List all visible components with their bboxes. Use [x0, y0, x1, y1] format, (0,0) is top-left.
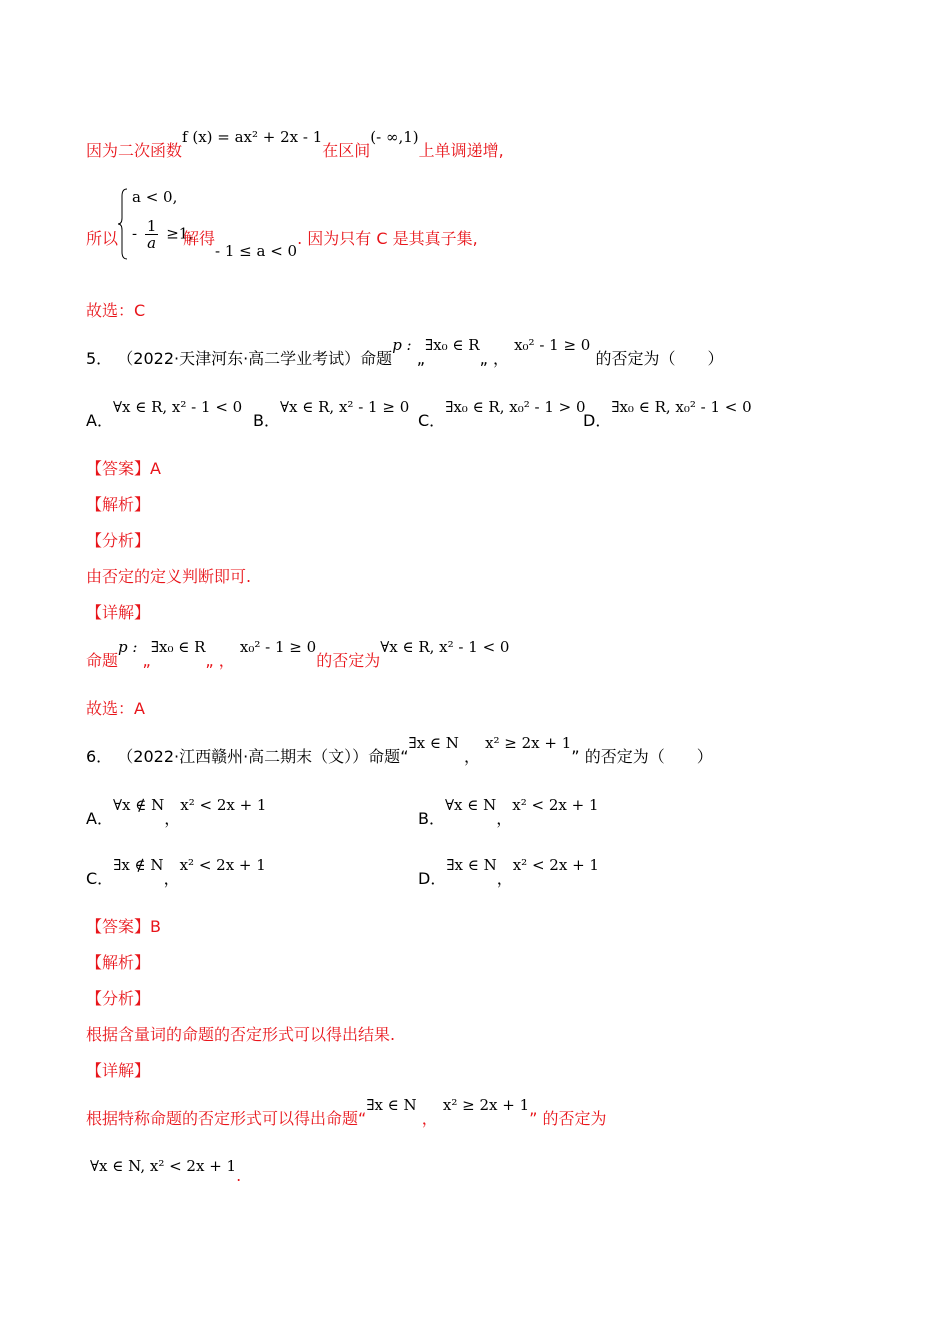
left-brace-icon [118, 188, 128, 260]
prev-solution-line-2-rest [183, 226, 478, 260]
q6-detail-heading: 【详解】 [86, 1061, 151, 1080]
q5-option-c-label: C． [418, 411, 446, 430]
fraction-denominator: a [147, 234, 157, 252]
q6-final-dot: . [236, 1166, 242, 1185]
q6-option-a-expr: x² < 2x + 1 [180, 796, 267, 814]
prev-l2-text-b: 解得 [183, 229, 216, 248]
q5-detail-a: 命题 [86, 651, 119, 670]
q5-quote-mid: „ [479, 349, 488, 368]
q5-detail-line [86, 638, 510, 671]
q6-option-b[interactable] [418, 796, 599, 829]
q6-detail-prop-1: ∃x ∈ N [366, 1096, 417, 1114]
prev-l1-function: f (x) = ax² + 2x - 1 [182, 128, 323, 146]
q5-option-d[interactable] [583, 398, 752, 431]
fraction-numerator: 1 [146, 217, 157, 235]
q6-prop-1: ∃x ∈ N [408, 734, 459, 752]
q6-fenxi-heading: 【分析】 [86, 989, 151, 1008]
q6-option-b-expr: x² < 2x + 1 [512, 796, 599, 814]
q6-prop-2: x² ≥ 2x + 1 [485, 734, 572, 752]
q6-option-d-label: D． [418, 869, 447, 888]
q5-option-a-expr: ∀x ∈ R, x² - 1 < 0 [112, 398, 243, 416]
prev-l1-text-b: 在区间 [322, 141, 371, 160]
q6-option-b-quant: ∀x ∈ N [444, 796, 497, 814]
q5-quote-open: „ [416, 349, 426, 368]
q6-option-c-label: C． [86, 869, 114, 888]
q6-stem-a: （2022·江西赣州·高二期末（文））命题 [117, 747, 401, 766]
q6-option-d-sep: ， [496, 869, 513, 888]
q6-option-a-sep: ， [164, 809, 181, 828]
prev-solution-line-1 [86, 128, 504, 161]
q6-final-expr: ∀x ∈ N, x² < 2x + 1 [90, 1157, 237, 1175]
q5-comma: ， [492, 349, 509, 368]
q6-quote-close: ” [571, 747, 580, 766]
prev-l1-text-a: 因为二次函数 [86, 141, 183, 160]
inequality-system [118, 188, 218, 260]
q6-option-c-quant: ∃x ∉ N [113, 856, 164, 874]
fraction-one-over-a [145, 218, 159, 251]
q5-fenxi-text: 由否定的定义判断即可. [86, 567, 252, 586]
q5-option-d-label: D． [583, 411, 612, 430]
q6-option-d-quant: ∃x ∈ N [446, 856, 497, 874]
q5-detail-quote-2: „ [205, 651, 214, 670]
q5-detail-b: 的否定为 [316, 651, 381, 670]
q6-detail-b: 的否定为 [542, 1109, 607, 1128]
system-row-2-minus: - [132, 224, 138, 243]
q5-detail-heading: 【详解】 [86, 603, 151, 622]
q6-option-c-sep: ， [163, 869, 180, 888]
q5-number: 5． [86, 349, 113, 368]
q5-option-a[interactable] [86, 398, 243, 431]
q5-detail-prop-1: ∃x₀ ∈ R [150, 638, 206, 656]
q5-detail-comma: ， [218, 651, 235, 670]
q6-option-d-expr: x² < 2x + 1 [512, 856, 599, 874]
q6-detail-prop-2: x² ≥ 2x + 1 [442, 1096, 530, 1114]
system-row-2-ineq: ≥1, [166, 224, 194, 243]
q5-option-c[interactable] [418, 398, 586, 431]
q6-detail-a: 根据特称命题的否定形式可以得出命题 [86, 1109, 359, 1128]
prev-l1-interval: (- ∞,1) [370, 128, 419, 146]
q6-quote-open: “ [400, 747, 409, 766]
q6-detail-line [86, 1096, 607, 1129]
q5-stem-a: （2022·天津河东·高二学业考试）命题 [117, 349, 393, 368]
q5-stem [86, 336, 724, 369]
q5-option-b-label: B． [253, 411, 280, 430]
q6-analysis-heading: 【解析】 [86, 953, 151, 972]
prev-final-choice: 故选：C [86, 301, 146, 320]
q5-detail-prop-2: x₀² - 1 ≥ 0 [239, 638, 317, 656]
q5-option-b-expr: ∀x ∈ R, x² - 1 ≥ 0 [279, 398, 410, 416]
q6-option-a-quant: ∀x ∉ N [112, 796, 165, 814]
q6-final-line [90, 1156, 242, 1185]
q6-detail-quote-2: ” [529, 1109, 538, 1128]
q6-detail-quote: “ [358, 1109, 367, 1128]
q5-p-label: p : [392, 336, 412, 354]
prev-l2-text-c: . 因为只有 C 是其真子集, [297, 229, 478, 248]
q6-option-a[interactable] [86, 796, 267, 829]
prev-solution-line-2-label [86, 226, 118, 249]
prev-l2-range: - 1 ≤ a < 0 [215, 242, 298, 260]
system-row-1: a < 0, [132, 188, 178, 206]
q5-prop-1: ∃x₀ ∈ R [425, 336, 480, 354]
prev-l1-text-c: 上单调递增, [418, 141, 504, 160]
q6-comma: ， [463, 747, 480, 766]
q5-analysis-heading: 【解析】 [86, 495, 151, 514]
q5-detail-p: p : [118, 638, 138, 656]
q6-option-c[interactable] [86, 856, 266, 889]
q5-option-a-label: A． [86, 411, 113, 430]
q5-stem-b: 的否定为（ ） [595, 349, 724, 368]
q5-final-choice: 故选：A [86, 699, 145, 718]
q6-stem-b: 的否定为（ ） [584, 747, 713, 766]
q6-stem [86, 734, 713, 767]
q5-option-b[interactable] [253, 398, 410, 431]
q6-number: 6． [86, 747, 113, 766]
q6-option-b-label: B． [418, 809, 445, 828]
q6-fenxi-text: 根据含量词的命题的否定形式可以得出结果. [86, 1025, 396, 1044]
q6-detail-comma: ， [421, 1109, 438, 1128]
q6-option-b-sep: ， [496, 809, 513, 828]
prev-l2-text-a: 所以 [86, 229, 119, 248]
q6-option-c-expr: x² < 2x + 1 [179, 856, 266, 874]
q5-answer: 【答案】A [86, 459, 161, 478]
q5-detail-quote: „ [142, 651, 151, 670]
q6-option-d[interactable] [418, 856, 599, 889]
q6-option-a-label: A． [86, 809, 113, 828]
q5-fenxi-heading: 【分析】 [86, 531, 151, 550]
q6-answer: 【答案】B [86, 917, 161, 936]
q5-prop-2: x₀² - 1 ≥ 0 [514, 336, 591, 354]
q5-option-d-expr: ∃x₀ ∈ R, x₀² - 1 < 0 [611, 398, 752, 416]
q5-detail-negation: ∀x ∈ R, x² - 1 < 0 [380, 638, 510, 656]
q5-option-c-expr: ∃x₀ ∈ R, x₀² - 1 > 0 [445, 398, 586, 416]
